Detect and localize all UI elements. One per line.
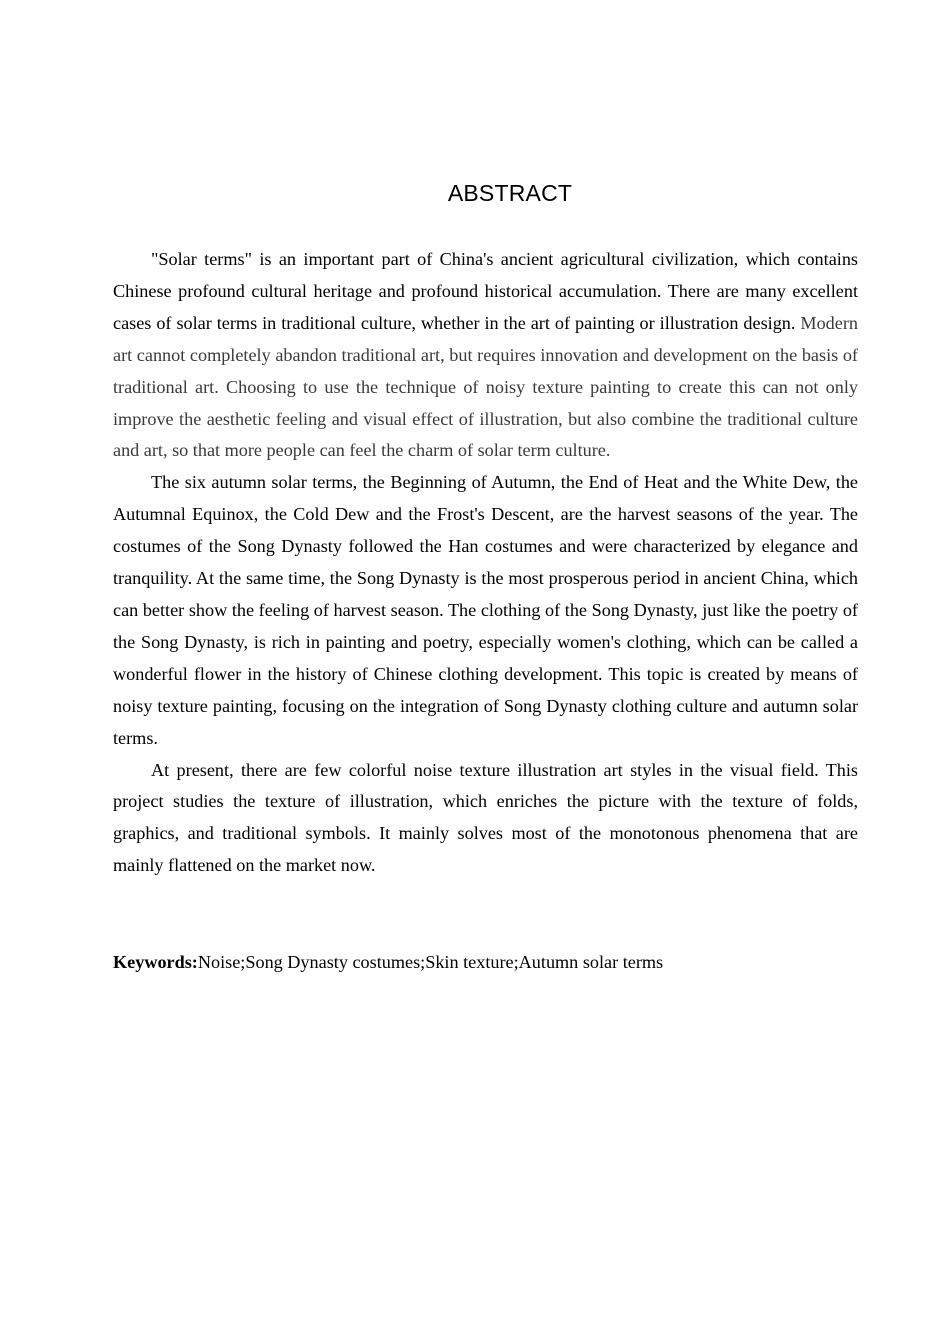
paragraph-1-rest: Modern art cannot completely abandon traditional art, but requires innovation and development on the basis of traditional art. Choosing to use the technique of noisy texture painting to create this can not only improve the aesthetic feeling and visual effect of illustration, but also combine the traditional culture and art, so that more people can feel the charm of solar term culture. [113,312,858,461]
abstract-paragraph-2: The six autumn solar terms, the Beginning of Autumn, the End of Heat and the White Dew, the Autumnal Equinox, the Cold Dew and the Frost's Descent, are the harvest seasons of the year. The costumes of the Song Dynasty followed the Han costumes and were characterized by elegance and tranquility. At the same time, the Song Dynasty is the most prosperous period in ancient China, which can better show the feeling of harvest season. The clothing of the Song Dynasty, just like the poetry of the Song Dynasty, is rich in painting and poetry, especially women's clothing, which can be called a wonderful flower in the history of Chinese clothing development. This topic is created by means of noisy texture painting, focusing on the integration of Song Dynasty clothing culture and autumn solar terms. [113,472,858,748]
keywords-value: Noise;Song Dynasty costumes;Skin texture;Autumn solar terms [197,952,664,972]
abstract-title: ABSTRACT [447,180,573,206]
abstract-paragraph-3: At present, there are few colorful noise texture illustration art styles in the visual field. This project studies the texture of illustration, which enriches the picture with the texture of folds, graphics, and traditional symbols. It mainly solves most of the monotonous phenomena that are mainly flattened on the market now. [113,759,858,876]
abstract-paragraph-1 [113,244,858,467]
keywords-label: Keywords: [113,952,198,972]
keywords-line [113,947,858,979]
paragraph-1-lead: "Solar terms" is an important part of China's ancient agricultural civilization, which contains Chinese profound cultural heritage and profound historical accumulation. There are many excellent cases of solar terms in traditional culture, whether in the art of painting or illustration design. [113,249,858,333]
abstract-body [113,244,858,882]
